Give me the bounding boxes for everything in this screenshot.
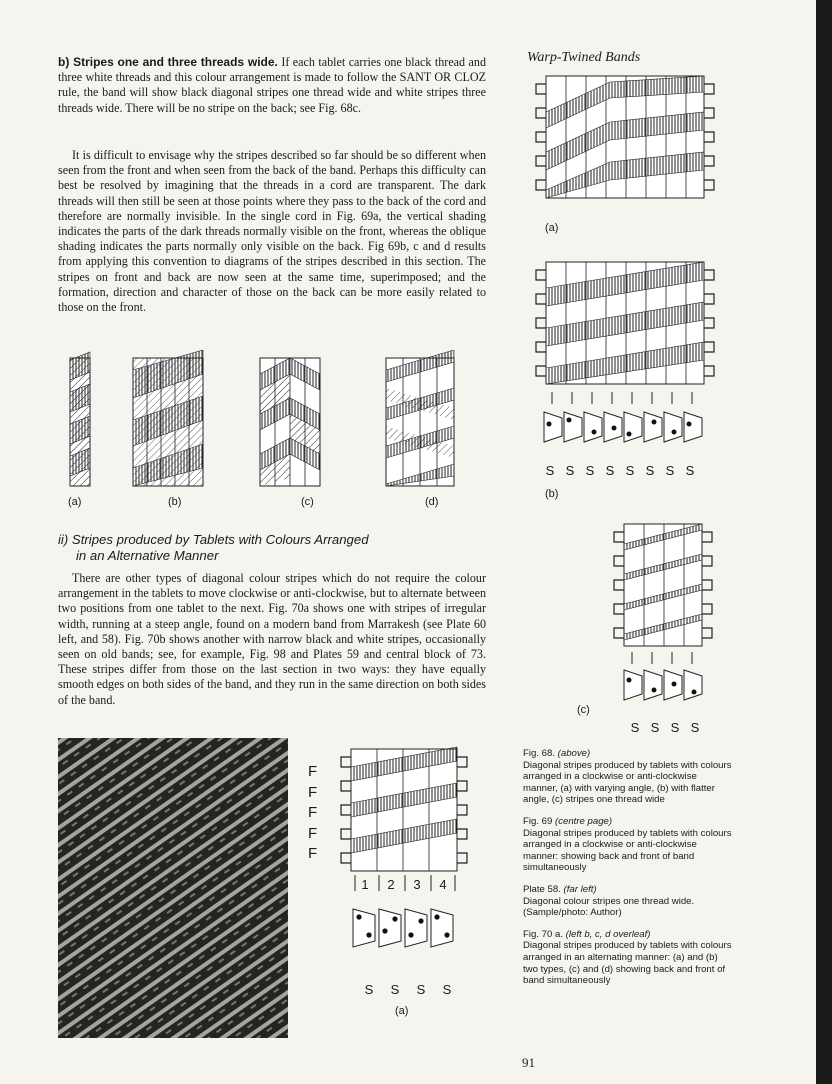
s-label: S	[625, 463, 635, 478]
s-label: S	[685, 463, 695, 478]
running-header: Warp-Twined Bands	[527, 50, 641, 65]
paragraph-lead: b) Stripes one and three threads wide.	[58, 55, 278, 69]
caption-note: (centre page)	[555, 815, 613, 827]
s-label: S	[650, 720, 660, 735]
caption-fig68	[523, 748, 733, 806]
caption-text: Diagonal stripes produced by tablets with colours arranged in an alternating manner: (a) and (b) two types, (c) and (d) showing back and front of band simultaneously	[523, 940, 732, 987]
fig68c-label: (c)	[577, 704, 590, 716]
fig70a-label: (a)	[395, 1005, 409, 1017]
fig69a-cord	[70, 352, 90, 486]
caption-title: Fig. 68.	[523, 748, 555, 759]
fig70-ss-row	[356, 982, 460, 997]
figure-captions	[523, 748, 733, 997]
paragraph-text: There are other types of diagonal colour stripes which do not require the colour arrangement in the tablets to move clockwise or anti-clockwise, but to alternate between two positions from one tablet to the next. Fig. 70a shows one with stripes of irregular width, running at a steep angle, found on a modern band from Marrakesh (see Plate 60 left, and 58). Fig. 70b shows another with narrow black and white stripes, occasionally seen on old bands; see, for example, Fig. 98 and Plates 59 and central block of 73. These stripes differ from those on the last section in two ways: they have equally smooth edges on both sides of the band, and they run in the same direction on both sides of the band.	[58, 571, 486, 707]
fig68b-label: (b)	[545, 488, 559, 500]
fig69b-band	[133, 350, 203, 486]
f-label: F	[308, 763, 318, 780]
fig68b-ss-row	[540, 463, 700, 478]
caption-text: Diagonal stripes produced by tablets with colours arranged in a clockwise or anti-clockwise manner, (a) with varying angle, (b) with flatter angle, (c) stripes one thread wide	[523, 759, 732, 806]
s-label: S	[670, 720, 680, 735]
fig69c-label: (c)	[301, 496, 314, 508]
s-label: S	[545, 463, 555, 478]
tablet-number: 3	[413, 877, 421, 892]
fig69-diagrams	[60, 350, 500, 490]
s-label: S	[390, 982, 400, 997]
s-label: S	[630, 720, 640, 735]
fig69c-band	[260, 358, 320, 486]
s-label: S	[585, 463, 595, 478]
paragraph-alternating	[58, 571, 486, 708]
caption-fig69	[523, 816, 733, 874]
section-heading	[58, 532, 369, 564]
caption-title: Plate 58.	[523, 883, 561, 895]
caption-text: Diagonal stripes produced by tablets with colours arranged in a clockwise or anti-clockwise manner: showing back and front of band simultaneously	[523, 827, 732, 874]
s-label: S	[442, 982, 452, 997]
caption-note: (far left)	[563, 883, 597, 895]
fig68a-label: (a)	[545, 222, 559, 234]
fig69d-label: (d)	[425, 496, 439, 508]
paragraph-text: It is difficult to envisage why the stripes described so far should be so different when seen from the front and when seen from the back of the band. Perhaps this difficulty can best be resolved by imagining that the threads in a cord are transparent. The dark threads will then still be seen at those points where they pass to the back of the cord and therefore are normally invisible. In the single cord in Fig. 69a, the vertical shading indicates the parts of the dark threads normally visible on the front, whereas the oblique shading indicates the parts normally only visible on the back. Fig 69b, c and d results from applying this convention to diagrams of the stripes described in this section. The stripes on front and back are now seen at the same time, superimposed; and the formation, direction and character of those on the back can be more easily related to those on the front.	[58, 148, 486, 315]
paragraph-stripes-one-three	[58, 55, 486, 116]
caption-note: (left b, c, d overleaf)	[565, 928, 651, 940]
caption-fig70	[523, 929, 733, 987]
f-label: F	[308, 783, 318, 801]
paragraph-body: If each tablet carries one black thread and three white threads and this colour arrangement is made to follow the SANT OR CLOZ rule, the band will show black diagonal stripes one thread wide and white stripes three threads wide. There will be no stripe on the back; see Fig. 68c.	[58, 55, 486, 115]
s-label: S	[364, 982, 374, 997]
fig70a-diagram	[335, 745, 475, 975]
caption-title: Fig. 69	[523, 815, 553, 827]
fig68c-diagram	[608, 520, 718, 730]
fig68a-diagram	[530, 72, 720, 202]
s-label: S	[565, 463, 575, 478]
s-label: S	[665, 463, 675, 478]
fig69b-label: (b)	[168, 496, 182, 508]
tablet-number: 1	[361, 877, 369, 892]
fig69d-band	[386, 350, 454, 486]
plate58-photo	[58, 738, 288, 1038]
section-heading-line: ii) Stripes produced by Tablets with Colours Arranged	[58, 532, 369, 547]
fig68b-diagram	[530, 258, 720, 468]
caption-text: Diagonal colour stripes one thread wide. (Sample/photo: Author)	[523, 895, 695, 919]
s-label: S	[605, 463, 615, 478]
caption-title: Fig. 70 a.	[523, 928, 563, 940]
s-label: S	[645, 463, 655, 478]
f-label: F	[308, 804, 318, 821]
s-label: S	[690, 720, 700, 735]
section-heading-line: in an Alternative Manner	[76, 548, 219, 563]
fig68c-ss-row	[625, 720, 705, 735]
page-number: 91	[522, 1055, 535, 1070]
paragraph-transparency	[58, 148, 486, 315]
fig70-tablet-numbers	[352, 877, 456, 892]
tablet-number: 2	[387, 877, 395, 892]
s-label: S	[416, 982, 426, 997]
caption-plate58	[523, 884, 733, 919]
fig70-f-column	[308, 762, 317, 865]
caption-note: (above)	[557, 748, 591, 759]
page-edge-shadow	[816, 0, 832, 1084]
fig69a-label: (a)	[68, 496, 82, 508]
f-label: F	[308, 824, 318, 842]
f-label: F	[308, 845, 318, 862]
tablet-number: 4	[439, 877, 447, 892]
